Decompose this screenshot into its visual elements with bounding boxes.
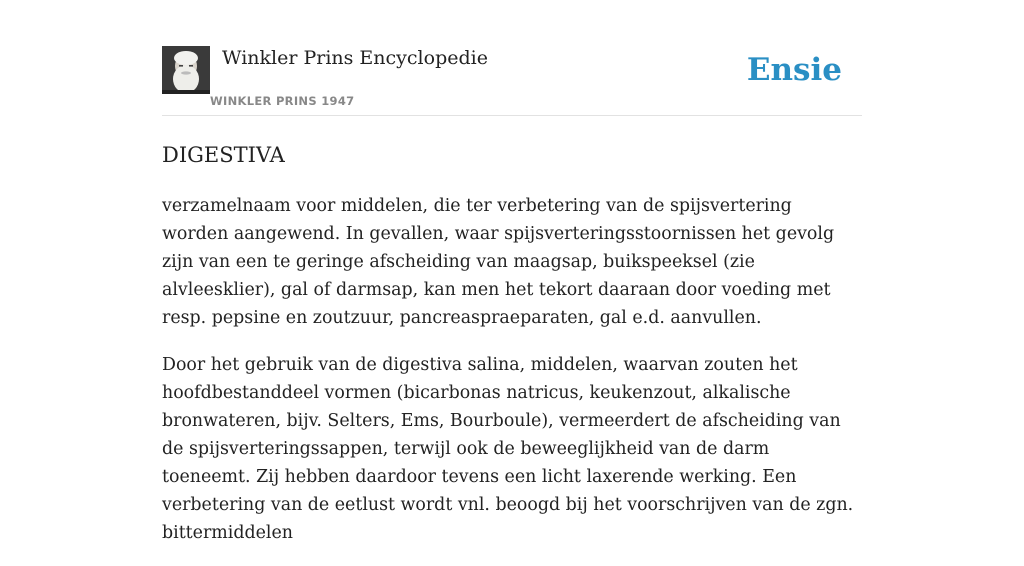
article-paragraph: verzamelnaam voor middelen, die ter verbetering van de spijsvertering worden aangewend. In gevallen, waar spijsverteringsstoornissen het gevolg zijn van een te geringe afscheiding van maagsap, buikspeeksel (zie alvleesklier), gal of darmsap, kan men het tekort daaraan door voeding met resp. pepsine en zoutzuur, pancreaspraeparaten, gal e.d. aanvullen. bbox=[162, 196, 835, 328]
ensie-logo[interactable]: Ensie bbox=[746, 52, 842, 88]
source-title[interactable]: Winkler Prins Encyclopedie bbox=[222, 47, 488, 69]
source-header bbox=[162, 46, 862, 116]
article-body bbox=[162, 192, 862, 566]
source-subtitle[interactable]: WINKLER PRINS 1947 bbox=[210, 94, 355, 108]
avatar[interactable] bbox=[162, 46, 210, 94]
bearded-man-portrait-icon bbox=[162, 46, 210, 94]
article-title: DIGESTIVA bbox=[162, 143, 285, 167]
article-paragraph: Door het gebruik van de digestiva salina, middelen, waarvan zouten het hoofdbestanddeel vormen (bicarbonas natricus, keukenzout, alkalische bronwateren, bijv. Selters, Ems, Bourboule), vermeerdert de afscheiding van de spijsverteringssappen, terwijl ook de beweeglijkheid van de darm toeneemt. Zij hebben daardoor tevens een licht laxerende werking. Een verbetering van de eetlust wordt vnl. beoogd bij het voorschrijven van de zgn. bittermiddelen bbox=[162, 355, 854, 543]
